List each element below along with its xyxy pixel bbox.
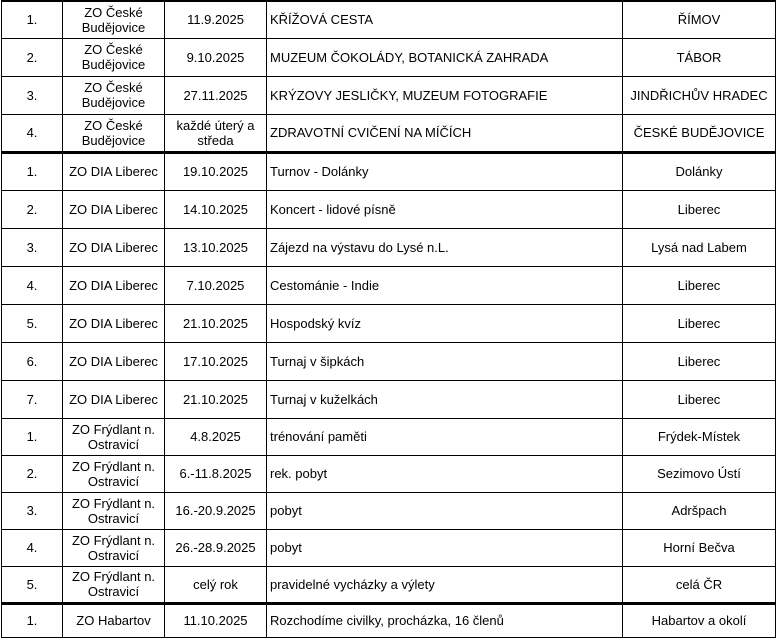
table-row <box>2 266 776 304</box>
event-place: Liberec <box>623 266 776 304</box>
event-name: Koncert - lidové písně <box>267 190 623 228</box>
event-place: Horní Bečva <box>623 529 776 566</box>
event-date: 21.10.2025 <box>165 380 267 418</box>
event-name: ZDRAVOTNÍ CVIČENÍ NA MÍČÍCH <box>267 114 623 152</box>
table-row <box>2 342 776 380</box>
table-row <box>2 114 776 152</box>
organization: ZO Frýdlant n. Ostravicí <box>63 492 165 529</box>
event-date: 19.10.2025 <box>165 152 267 190</box>
event-name: Turnaj v kuželkách <box>267 380 623 418</box>
event-place: Lysá nad Labem <box>623 228 776 266</box>
event-place: Sezimovo Ústí <box>623 455 776 492</box>
event-name: Cestománie - Indie <box>267 266 623 304</box>
table-row <box>2 380 776 418</box>
organization: ZO České Budějovice <box>63 114 165 152</box>
organization: ZO Frýdlant n. Ostravicí <box>63 418 165 455</box>
event-place: celá ČR <box>623 566 776 603</box>
table-row <box>2 1 776 38</box>
organization: ZO Frýdlant n. Ostravicí <box>63 455 165 492</box>
table-row <box>2 152 776 190</box>
event-date: 11.9.2025 <box>165 1 267 38</box>
table-row <box>2 228 776 266</box>
row-number: 6. <box>2 342 63 380</box>
organization: ZO DIA Liberec <box>63 266 165 304</box>
row-number: 4. <box>2 266 63 304</box>
event-name: Hospodský kvíz <box>267 304 623 342</box>
organization: ZO DIA Liberec <box>63 190 165 228</box>
row-number: 3. <box>2 492 63 529</box>
event-place: ČESKÉ BUDĚJOVICE <box>623 114 776 152</box>
row-number: 4. <box>2 114 63 152</box>
event-date: 11.10.2025 <box>165 603 267 637</box>
row-number: 1. <box>2 418 63 455</box>
event-place: Liberec <box>623 304 776 342</box>
event-name: Turnov - Dolánky <box>267 152 623 190</box>
organization: ZO DIA Liberec <box>63 380 165 418</box>
event-place: JINDŘICHŮV HRADEC <box>623 76 776 114</box>
organization: ZO DIA Liberec <box>63 342 165 380</box>
event-name: Zájezd na výstavu do Lysé n.L. <box>267 228 623 266</box>
event-name: KRÝZOVY JESLIČKY, MUZEUM FOTOGRAFIE <box>267 76 623 114</box>
event-date: 6.-11.8.2025 <box>165 455 267 492</box>
event-date: 13.10.2025 <box>165 228 267 266</box>
event-date: 9.10.2025 <box>165 38 267 76</box>
table-row <box>2 76 776 114</box>
row-number: 5. <box>2 566 63 603</box>
event-date: celý rok <box>165 566 267 603</box>
organization: ZO Frýdlant n. Ostravicí <box>63 566 165 603</box>
event-name: pobyt <box>267 492 623 529</box>
table-row <box>2 529 776 566</box>
organization: ZO České Budějovice <box>63 1 165 38</box>
row-number: 1. <box>2 152 63 190</box>
organization: ZO České Budějovice <box>63 76 165 114</box>
event-date: 21.10.2025 <box>165 304 267 342</box>
row-number: 5. <box>2 304 63 342</box>
organization: ZO DIA Liberec <box>63 152 165 190</box>
event-place: Dolánky <box>623 152 776 190</box>
event-place: Liberec <box>623 380 776 418</box>
organization: ZO Frýdlant n. Ostravicí <box>63 529 165 566</box>
organization: ZO DIA Liberec <box>63 228 165 266</box>
event-name: MUZEUM ČOKOLÁDY, BOTANICKÁ ZAHRADA <box>267 38 623 76</box>
row-number: 4. <box>2 529 63 566</box>
event-name: KŘÍŽOVÁ CESTA <box>267 1 623 38</box>
organization: ZO DIA Liberec <box>63 304 165 342</box>
row-number: 7. <box>2 380 63 418</box>
table-row <box>2 304 776 342</box>
row-number: 1. <box>2 603 63 637</box>
event-name: Rozchodíme civilky, procházka, 16 členů <box>267 603 623 637</box>
row-number: 1. <box>2 1 63 38</box>
event-date: každé úterý a středa <box>165 114 267 152</box>
event-date: 7.10.2025 <box>165 266 267 304</box>
event-place: TÁBOR <box>623 38 776 76</box>
table-row <box>2 418 776 455</box>
table-row <box>2 38 776 76</box>
event-date: 16.-20.9.2025 <box>165 492 267 529</box>
organization: ZO České Budějovice <box>63 38 165 76</box>
event-place: Liberec <box>623 342 776 380</box>
table-row <box>2 492 776 529</box>
events-table <box>1 0 776 638</box>
event-date: 4.8.2025 <box>165 418 267 455</box>
event-name: Turnaj v šipkách <box>267 342 623 380</box>
table-row <box>2 455 776 492</box>
row-number: 2. <box>2 38 63 76</box>
organization: ZO Habartov <box>63 603 165 637</box>
event-date: 17.10.2025 <box>165 342 267 380</box>
event-place: ŘÍMOV <box>623 1 776 38</box>
event-place: Liberec <box>623 190 776 228</box>
row-number: 3. <box>2 228 63 266</box>
table-row <box>2 190 776 228</box>
event-name: rek. pobyt <box>267 455 623 492</box>
row-number: 2. <box>2 190 63 228</box>
event-place: Frýdek-Místek <box>623 418 776 455</box>
table-row <box>2 566 776 603</box>
event-date: 26.-28.9.2025 <box>165 529 267 566</box>
event-name: trénování paměti <box>267 418 623 455</box>
event-name: pobyt <box>267 529 623 566</box>
event-date: 27.11.2025 <box>165 76 267 114</box>
table-row <box>2 603 776 637</box>
event-place: Adršpach <box>623 492 776 529</box>
event-name: pravidelné vycházky a výlety <box>267 566 623 603</box>
event-date: 14.10.2025 <box>165 190 267 228</box>
row-number: 3. <box>2 76 63 114</box>
row-number: 2. <box>2 455 63 492</box>
event-place: Habartov a okolí <box>623 603 776 637</box>
